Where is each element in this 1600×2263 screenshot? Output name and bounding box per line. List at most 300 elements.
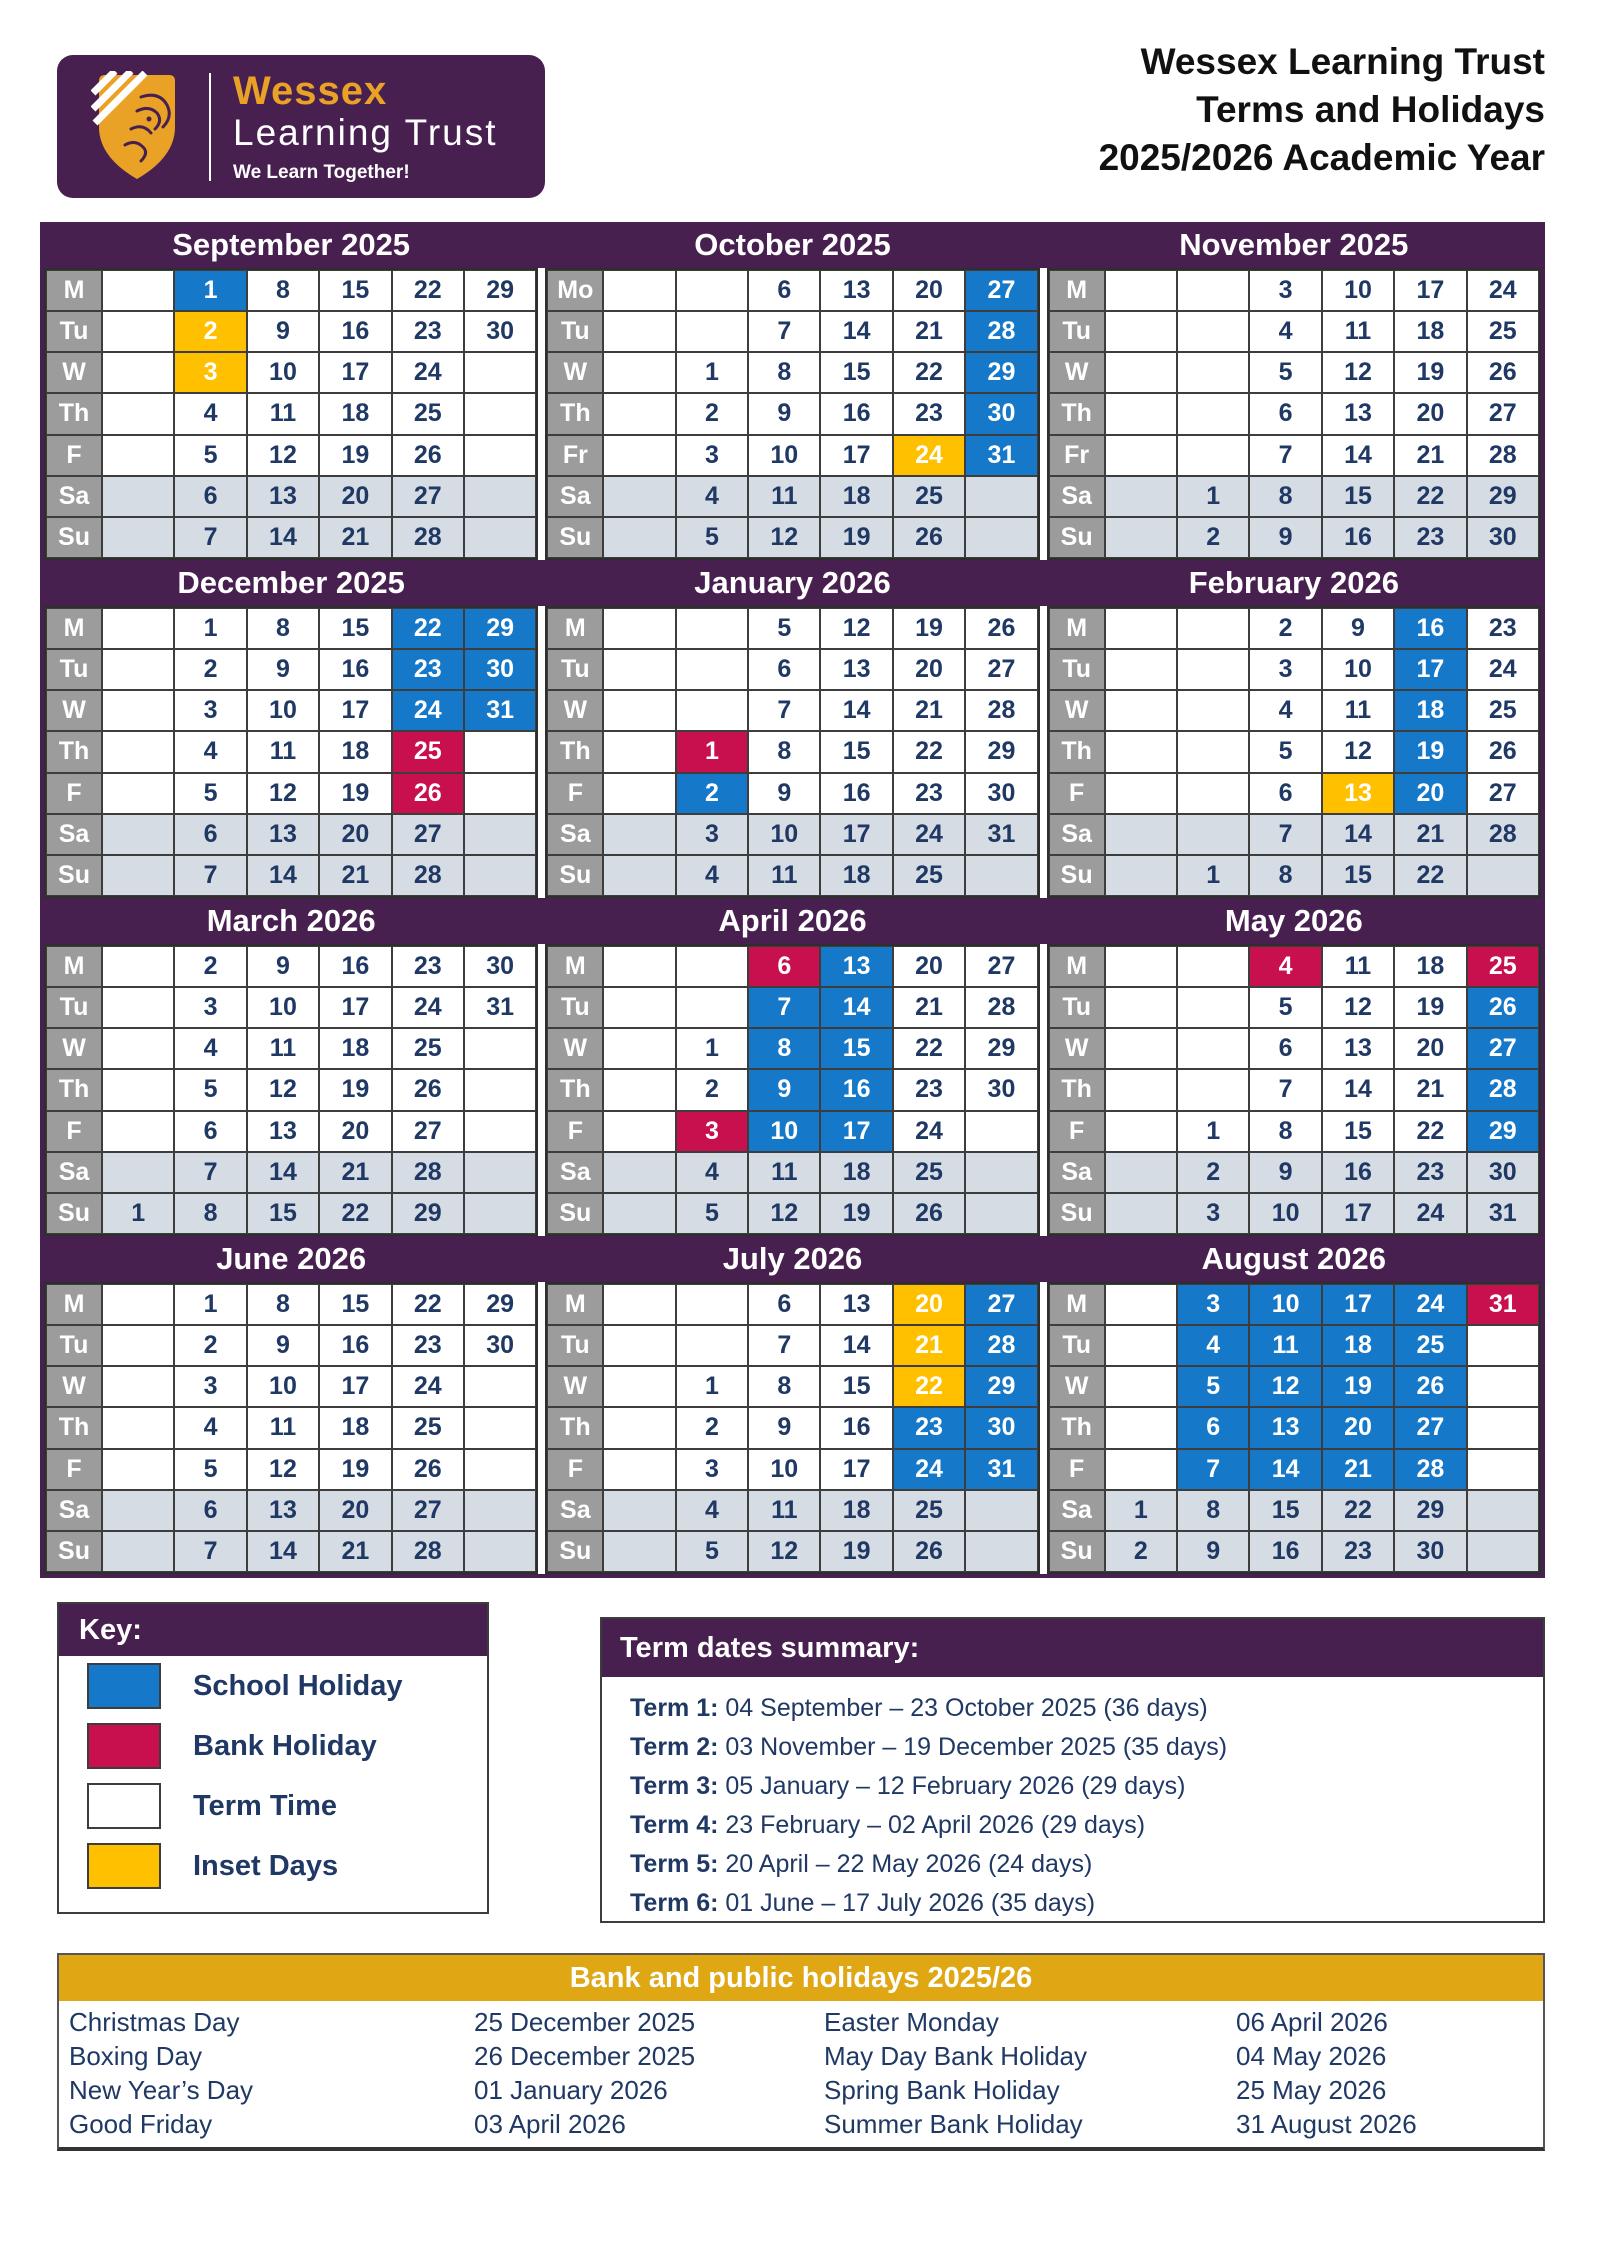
empty-cell <box>1177 608 1249 649</box>
month-grid <box>1047 1282 1541 1574</box>
month-grid <box>44 268 538 560</box>
empty-cell <box>603 814 675 855</box>
empty-cell <box>464 731 536 772</box>
empty-cell <box>102 1325 174 1366</box>
day-label: W <box>547 690 603 731</box>
date-cell: 22 <box>392 270 464 311</box>
holiday-name: Easter Monday <box>824 2007 999 2037</box>
empty-cell <box>102 435 174 476</box>
weekday-row <box>1049 1069 1539 1110</box>
month-title: June 2026 <box>44 1236 538 1282</box>
weekday-row <box>1049 270 1539 311</box>
weekday-row <box>46 1366 536 1407</box>
page-title-line1: Wessex Learning Trust <box>1140 41 1545 82</box>
empty-cell <box>464 855 536 896</box>
date-cell: 4 <box>1177 1325 1249 1366</box>
weekday-row <box>547 855 1037 896</box>
empty-cell <box>676 649 748 690</box>
day-label: Su <box>1049 855 1105 896</box>
date-cell: 21 <box>319 1531 391 1572</box>
date-cell: 6 <box>1249 393 1321 434</box>
empty-cell <box>1105 1325 1177 1366</box>
day-label: Tu <box>46 311 102 352</box>
date-cell: 18 <box>820 855 892 896</box>
month-title: January 2026 <box>545 560 1039 606</box>
empty-cell <box>102 476 174 517</box>
weekday-row <box>547 814 1037 855</box>
date-cell: 28 <box>1394 1449 1466 1490</box>
date-cell: 28 <box>965 690 1037 731</box>
month-title: August 2026 <box>1047 1236 1541 1282</box>
weekday-row <box>1049 731 1539 772</box>
date-cell: 8 <box>247 1284 319 1325</box>
date-cell: 18 <box>319 1028 391 1069</box>
date-cell: 4 <box>676 855 748 896</box>
month-april-2026 <box>545 898 1039 1236</box>
date-cell: 29 <box>965 1366 1037 1407</box>
day-label: M <box>46 270 102 311</box>
date-cell: 3 <box>174 1366 246 1407</box>
empty-cell <box>1105 1284 1177 1325</box>
empty-cell <box>1105 1069 1177 1110</box>
weekday-row <box>547 690 1037 731</box>
date-cell: 11 <box>1249 1325 1321 1366</box>
day-label: W <box>547 352 603 393</box>
empty-cell <box>102 946 174 987</box>
date-cell: 14 <box>820 311 892 352</box>
empty-cell <box>1105 352 1177 393</box>
date-cell: 16 <box>1394 608 1466 649</box>
month-grid <box>545 606 1039 898</box>
date-cell: 6 <box>1249 1028 1321 1069</box>
date-cell: 8 <box>174 1193 246 1234</box>
date-cell: 1 <box>1105 1490 1177 1531</box>
page-title-line3: 2025/2026 Academic Year <box>1098 137 1545 178</box>
date-cell: 5 <box>1249 731 1321 772</box>
date-cell: 20 <box>319 476 391 517</box>
page-title <box>1099 38 1545 182</box>
term-line: Term 6: 01 June – 17 July 2026 (35 days) <box>630 1889 1096 1917</box>
key-item <box>59 1656 487 1716</box>
logo-tagline: We Learn Together! <box>233 161 410 183</box>
empty-cell <box>464 1028 536 1069</box>
date-cell: 27 <box>965 1284 1037 1325</box>
empty-cell <box>464 1193 536 1234</box>
empty-cell <box>603 1152 675 1193</box>
day-label: Tu <box>1049 987 1105 1028</box>
weekday-row <box>547 608 1037 649</box>
date-cell: 14 <box>1249 1449 1321 1490</box>
date-cell: 23 <box>1394 517 1466 558</box>
date-cell: 8 <box>1177 1490 1249 1531</box>
date-cell: 13 <box>820 270 892 311</box>
weekday-row <box>1049 1325 1539 1366</box>
empty-cell <box>1177 731 1249 772</box>
holiday-date: 03 April 2026 <box>474 2109 626 2139</box>
date-cell: 23 <box>893 1069 965 1110</box>
date-cell: 13 <box>247 476 319 517</box>
empty-cell <box>676 270 748 311</box>
day-label: W <box>46 1028 102 1069</box>
empty-cell <box>102 608 174 649</box>
date-cell: 7 <box>174 517 246 558</box>
date-cell: 10 <box>748 1111 820 1152</box>
date-cell: 21 <box>893 1325 965 1366</box>
weekday-row <box>46 1111 536 1152</box>
date-cell: 27 <box>392 476 464 517</box>
date-cell: 25 <box>893 476 965 517</box>
date-cell: 24 <box>893 1449 965 1490</box>
date-cell: 21 <box>1394 1069 1466 1110</box>
empty-cell <box>965 1193 1037 1234</box>
term-summary-title: Term dates summary: <box>602 1619 1543 1677</box>
empty-cell <box>102 987 174 1028</box>
day-label: M <box>547 946 603 987</box>
date-cell: 15 <box>319 270 391 311</box>
weekday-row <box>547 311 1037 352</box>
term-label: Term 6: <box>630 1889 726 1917</box>
empty-cell <box>603 476 675 517</box>
key-swatch-term-time <box>87 1783 161 1829</box>
date-cell: 2 <box>676 1407 748 1448</box>
empty-cell <box>1177 814 1249 855</box>
day-label: W <box>1049 352 1105 393</box>
date-cell: 23 <box>893 773 965 814</box>
date-cell: 28 <box>392 517 464 558</box>
date-cell: 4 <box>174 731 246 772</box>
date-cell: 22 <box>893 352 965 393</box>
date-cell: 22 <box>319 1193 391 1234</box>
date-cell: 24 <box>392 1366 464 1407</box>
day-label: Sa <box>547 1490 603 1531</box>
empty-cell <box>1467 1449 1539 1490</box>
empty-cell <box>102 1366 174 1407</box>
empty-cell <box>965 1152 1037 1193</box>
logo-divider <box>209 73 211 181</box>
day-label: Th <box>46 1407 102 1448</box>
empty-cell <box>1177 987 1249 1028</box>
date-cell: 1 <box>174 608 246 649</box>
day-label: Sa <box>1049 1152 1105 1193</box>
empty-cell <box>676 608 748 649</box>
empty-cell <box>676 987 748 1028</box>
month-january-2026 <box>545 560 1039 898</box>
date-cell: 15 <box>247 1193 319 1234</box>
weekday-row <box>1049 773 1539 814</box>
weekday-row <box>1049 814 1539 855</box>
day-label: W <box>46 1366 102 1407</box>
date-cell: 22 <box>392 608 464 649</box>
day-label: Fr <box>1049 435 1105 476</box>
weekday-row <box>1049 649 1539 690</box>
day-label: Th <box>547 393 603 434</box>
empty-cell <box>1105 270 1177 311</box>
month-grid <box>44 1282 538 1574</box>
key-swatch-school-holiday <box>87 1663 161 1709</box>
date-cell: 31 <box>464 987 536 1028</box>
date-cell: 5 <box>676 1193 748 1234</box>
date-cell: 6 <box>748 649 820 690</box>
bank-holidays-section <box>57 1953 1545 2151</box>
date-cell: 30 <box>464 1325 536 1366</box>
weekday-row <box>46 855 536 896</box>
day-label: Th <box>46 393 102 434</box>
date-cell: 18 <box>820 476 892 517</box>
day-label: Sa <box>547 476 603 517</box>
empty-cell <box>464 1111 536 1152</box>
date-cell: 1 <box>102 1193 174 1234</box>
empty-cell <box>464 1490 536 1531</box>
term-line: Term 1: 04 September – 23 October 2025 (36 days) <box>630 1694 1208 1722</box>
date-cell: 27 <box>965 270 1037 311</box>
weekday-row <box>547 946 1037 987</box>
date-cell: 30 <box>965 1407 1037 1448</box>
date-cell: 18 <box>1394 690 1466 731</box>
weekday-row <box>46 270 536 311</box>
day-label: W <box>46 690 102 731</box>
date-cell: 10 <box>1249 1193 1321 1234</box>
date-cell: 22 <box>893 1028 965 1069</box>
weekday-row <box>1049 1193 1539 1234</box>
date-cell: 6 <box>1249 773 1321 814</box>
date-cell: 10 <box>247 987 319 1028</box>
weekday-row <box>1049 987 1539 1028</box>
date-cell: 23 <box>392 649 464 690</box>
weekday-row <box>547 773 1037 814</box>
day-label: F <box>547 773 603 814</box>
bank-holidays-body <box>59 2001 1543 2147</box>
day-label: Su <box>46 517 102 558</box>
date-cell: 31 <box>965 814 1037 855</box>
date-cell: 21 <box>893 987 965 1028</box>
weekday-row <box>46 1407 536 1448</box>
date-cell: 19 <box>319 1069 391 1110</box>
date-cell: 12 <box>247 1069 319 1110</box>
empty-cell <box>1177 690 1249 731</box>
empty-cell <box>676 690 748 731</box>
date-cell: 29 <box>1467 476 1539 517</box>
empty-cell <box>102 649 174 690</box>
empty-cell <box>1177 649 1249 690</box>
weekday-row <box>547 1152 1037 1193</box>
date-cell: 9 <box>1177 1531 1249 1572</box>
month-march-2026 <box>44 898 538 1236</box>
date-cell: 2 <box>676 1069 748 1110</box>
date-cell: 26 <box>1467 731 1539 772</box>
empty-cell <box>1177 1069 1249 1110</box>
weekday-row <box>46 649 536 690</box>
date-cell: 6 <box>174 1490 246 1531</box>
holiday-date: 04 May 2026 <box>1236 2041 1387 2071</box>
logo-brand2: Learning Trust <box>233 112 498 154</box>
empty-cell <box>603 987 675 1028</box>
date-cell: 31 <box>464 690 536 731</box>
day-label: Sa <box>46 1152 102 1193</box>
date-cell: 17 <box>1322 1193 1394 1234</box>
weekday-row <box>1049 946 1539 987</box>
holiday-name: Christmas Day <box>69 2007 240 2037</box>
date-cell: 7 <box>174 1152 246 1193</box>
empty-cell <box>603 773 675 814</box>
date-cell: 27 <box>1467 393 1539 434</box>
day-label: F <box>46 1111 102 1152</box>
date-cell: 20 <box>1394 1028 1466 1069</box>
date-cell: 2 <box>1177 1152 1249 1193</box>
empty-cell <box>102 1284 174 1325</box>
empty-cell <box>603 1028 675 1069</box>
empty-cell <box>1467 1325 1539 1366</box>
empty-cell <box>1177 393 1249 434</box>
holiday-date: 01 January 2026 <box>474 2075 668 2105</box>
empty-cell <box>464 393 536 434</box>
date-cell: 13 <box>820 1284 892 1325</box>
weekday-row <box>547 1193 1037 1234</box>
empty-cell <box>965 517 1037 558</box>
date-cell: 19 <box>319 435 391 476</box>
holiday-name: Boxing Day <box>69 2041 202 2071</box>
date-cell: 13 <box>820 946 892 987</box>
date-cell: 27 <box>1467 773 1539 814</box>
date-cell: 7 <box>748 690 820 731</box>
date-cell: 10 <box>748 1449 820 1490</box>
day-label: Su <box>1049 517 1105 558</box>
date-cell: 1 <box>676 731 748 772</box>
empty-cell <box>102 814 174 855</box>
month-november-2025 <box>1047 222 1541 560</box>
empty-cell <box>1105 1028 1177 1069</box>
date-cell: 11 <box>1322 690 1394 731</box>
day-label: F <box>1049 1111 1105 1152</box>
term-line: Term 5: 20 April – 22 May 2026 (24 days) <box>630 1850 1093 1878</box>
empty-cell <box>1177 773 1249 814</box>
date-cell: 24 <box>392 987 464 1028</box>
bank-holiday-row <box>59 2005 1543 2039</box>
term-label: Term 1: <box>630 1694 726 1722</box>
date-cell: 15 <box>1322 855 1394 896</box>
date-cell: 25 <box>1467 690 1539 731</box>
empty-cell <box>1105 1407 1177 1448</box>
date-cell: 3 <box>1249 649 1321 690</box>
date-cell: 21 <box>319 1152 391 1193</box>
date-cell: 2 <box>174 311 246 352</box>
month-october-2025 <box>545 222 1039 560</box>
date-cell: 6 <box>748 1284 820 1325</box>
date-cell: 9 <box>748 1069 820 1110</box>
term-line: Term 2: 03 November – 19 December 2025 (35 days) <box>630 1733 1228 1761</box>
weekday-row <box>46 1449 536 1490</box>
date-cell: 8 <box>748 1366 820 1407</box>
month-may-2026 <box>1047 898 1541 1236</box>
empty-cell <box>1105 517 1177 558</box>
date-cell: 18 <box>319 1407 391 1448</box>
day-label: F <box>1049 773 1105 814</box>
date-cell: 28 <box>965 1325 1037 1366</box>
empty-cell <box>603 690 675 731</box>
date-cell: 16 <box>319 649 391 690</box>
date-cell: 26 <box>392 773 464 814</box>
empty-cell <box>1105 773 1177 814</box>
key-item-label: Inset Days <box>193 1849 339 1882</box>
date-cell: 20 <box>893 649 965 690</box>
date-cell: 4 <box>1249 690 1321 731</box>
day-label: Tu <box>547 311 603 352</box>
date-cell: 5 <box>174 1069 246 1110</box>
date-cell: 23 <box>392 311 464 352</box>
empty-cell <box>102 1111 174 1152</box>
date-cell: 29 <box>464 608 536 649</box>
date-cell: 23 <box>1322 1531 1394 1572</box>
date-cell: 16 <box>319 311 391 352</box>
date-cell: 28 <box>1467 1069 1539 1110</box>
date-cell: 24 <box>392 690 464 731</box>
date-cell: 26 <box>893 517 965 558</box>
day-label: Th <box>547 1407 603 1448</box>
day-label: Su <box>1049 1531 1105 1572</box>
weekday-row <box>46 393 536 434</box>
date-cell: 11 <box>748 1490 820 1531</box>
date-cell: 25 <box>392 731 464 772</box>
date-cell: 14 <box>247 1531 319 1572</box>
date-cell: 3 <box>174 987 246 1028</box>
date-cell: 14 <box>1322 814 1394 855</box>
day-label: Su <box>547 517 603 558</box>
empty-cell <box>965 1531 1037 1572</box>
day-label: Th <box>46 731 102 772</box>
date-cell: 12 <box>1322 731 1394 772</box>
empty-cell <box>603 1449 675 1490</box>
date-cell: 23 <box>392 946 464 987</box>
date-cell: 6 <box>174 476 246 517</box>
weekday-row <box>46 1193 536 1234</box>
holiday-name: Summer Bank Holiday <box>824 2109 1083 2139</box>
date-cell: 10 <box>247 690 319 731</box>
date-cell: 22 <box>893 1366 965 1407</box>
weekday-row <box>46 1028 536 1069</box>
empty-cell <box>1177 435 1249 476</box>
date-cell: 17 <box>1394 270 1466 311</box>
empty-cell <box>1467 1531 1539 1572</box>
date-cell: 30 <box>464 311 536 352</box>
date-cell: 27 <box>965 946 1037 987</box>
day-label: Fr <box>547 435 603 476</box>
date-cell: 26 <box>392 1449 464 1490</box>
date-cell: 28 <box>392 855 464 896</box>
date-cell: 23 <box>392 1325 464 1366</box>
date-cell: 13 <box>1249 1407 1321 1448</box>
logo-brand: Wessex <box>233 69 388 114</box>
date-cell: 20 <box>1394 773 1466 814</box>
date-cell: 7 <box>748 987 820 1028</box>
empty-cell <box>603 946 675 987</box>
weekday-row <box>547 435 1037 476</box>
date-cell: 18 <box>820 1152 892 1193</box>
date-cell: 8 <box>748 1028 820 1069</box>
empty-cell <box>603 1407 675 1448</box>
date-cell: 26 <box>893 1531 965 1572</box>
date-cell: 31 <box>1467 1193 1539 1234</box>
empty-cell <box>102 1407 174 1448</box>
empty-cell <box>102 311 174 352</box>
weekday-row <box>1049 1366 1539 1407</box>
empty-cell <box>464 1407 536 1448</box>
date-cell: 5 <box>174 1449 246 1490</box>
day-label: Tu <box>547 1325 603 1366</box>
day-label: M <box>46 608 102 649</box>
date-cell: 2 <box>676 393 748 434</box>
weekday-row <box>46 690 536 731</box>
empty-cell <box>102 731 174 772</box>
day-label: W <box>1049 1366 1105 1407</box>
